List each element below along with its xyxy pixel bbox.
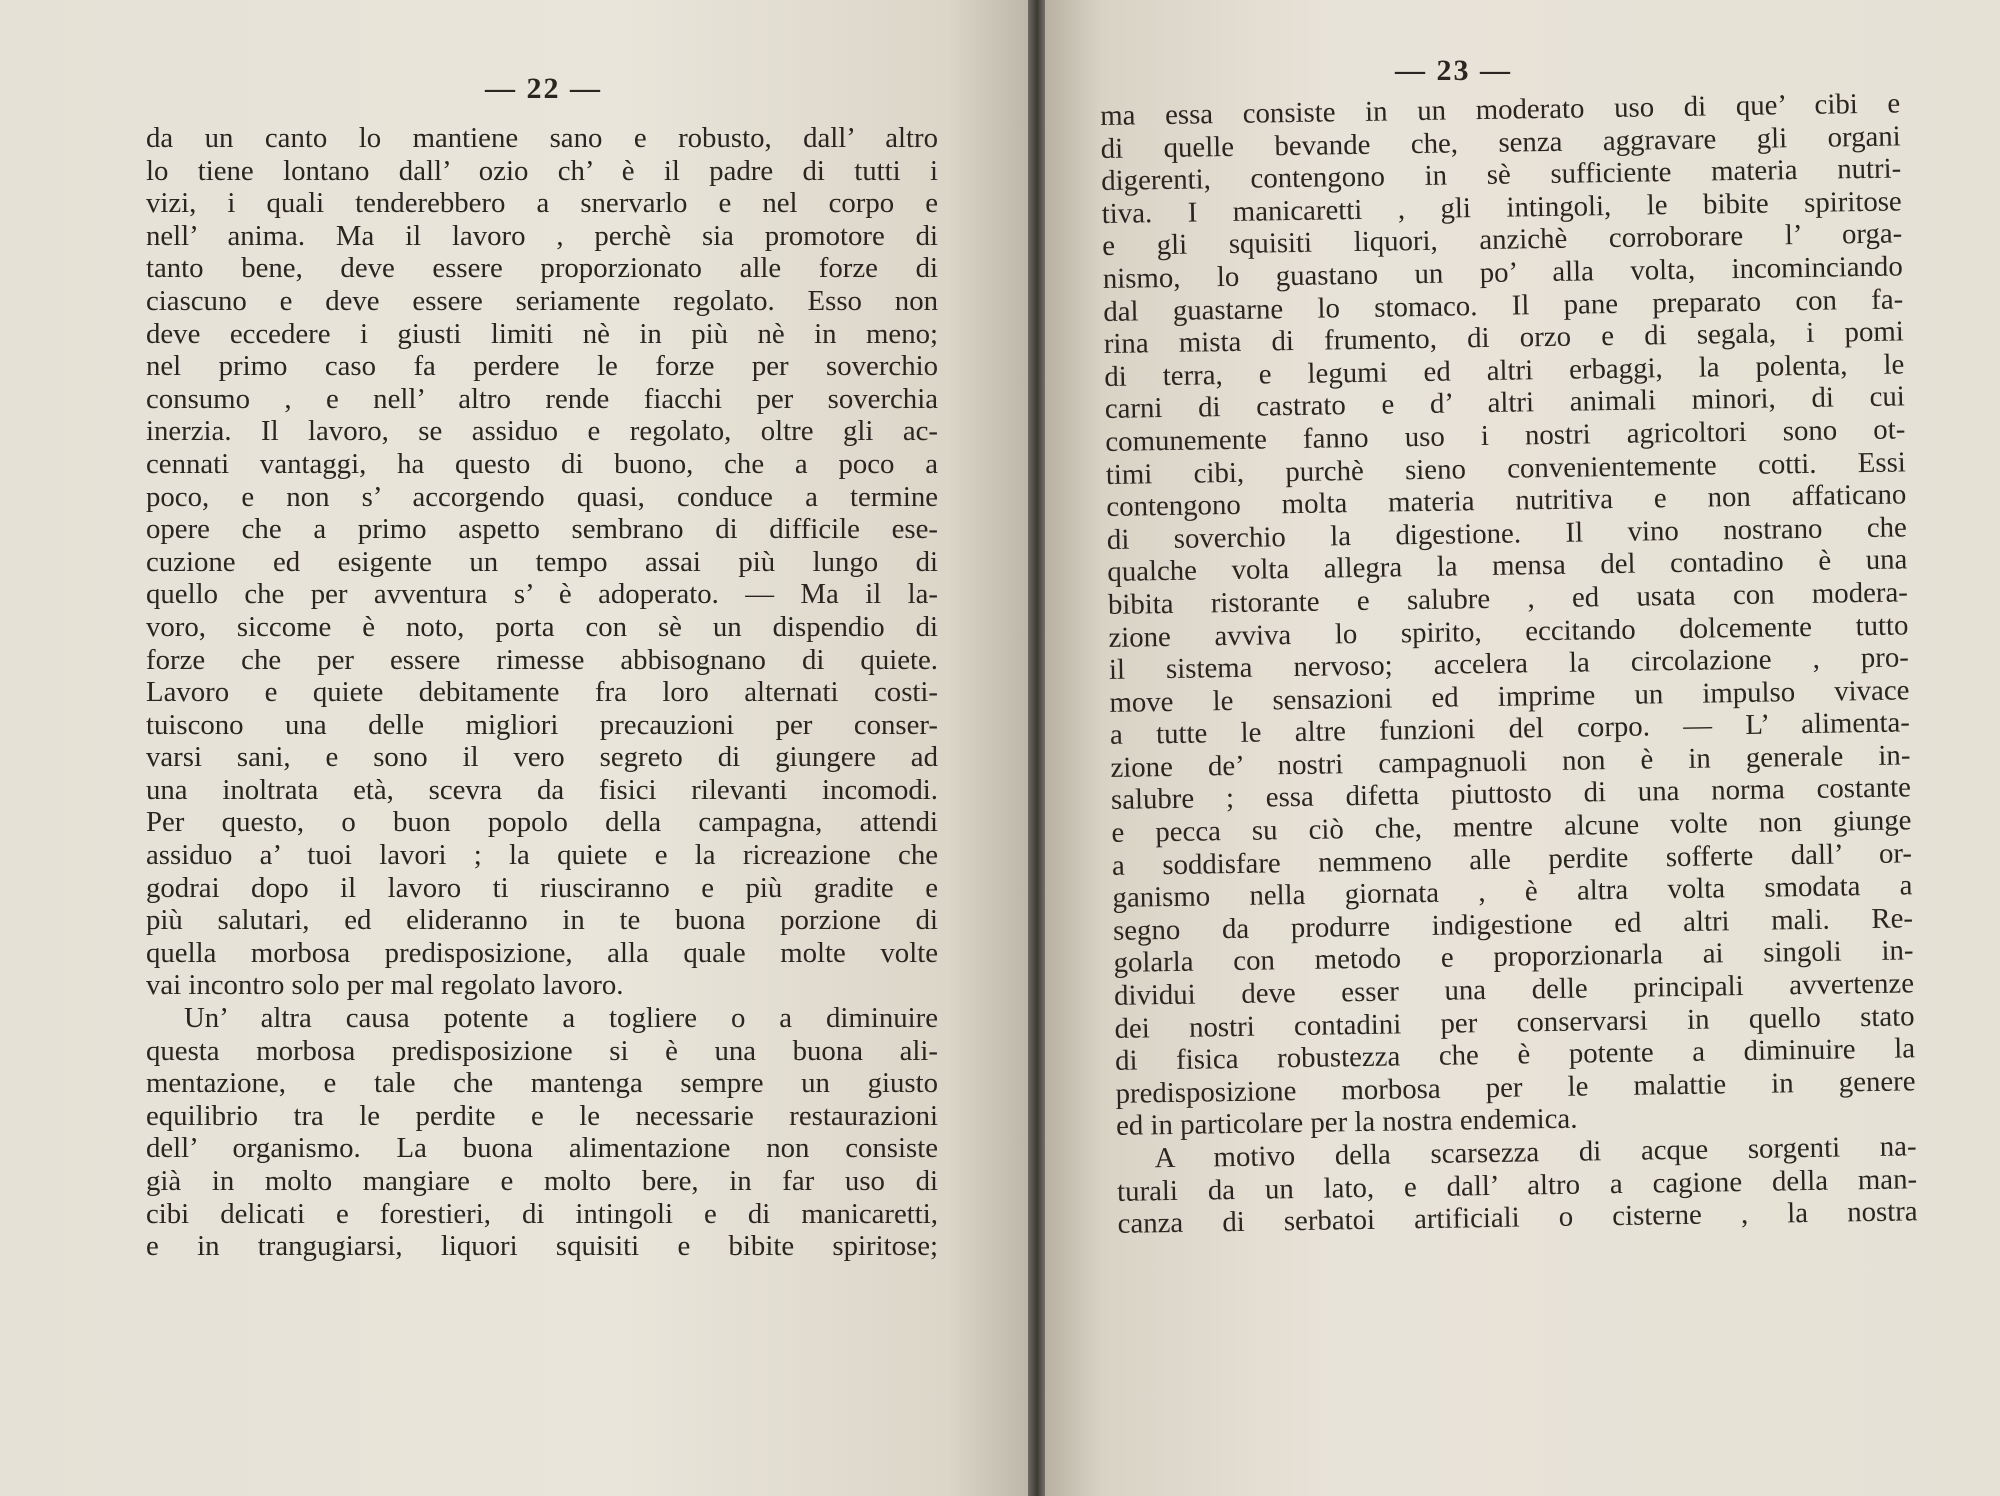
text-line: una inoltrata età, scevra da fisici rilevanti incomodi. [146,773,938,806]
text-line: cibi delicati e forestieri, di intingoli e di manicaretti, [146,1197,938,1230]
text-line: opere che a primo aspetto sembrano di difficile ese- [146,513,938,546]
page-number-right: — 23 — [1395,54,1512,87]
text-line: tuiscono una delle migliori precauzioni per conser- [146,708,938,741]
text-line: bibita ristorante e salubre , ed usata con modera- [1107,576,1909,621]
page-number-left: — 22 — [485,72,602,105]
text-line: a soddisfare nemmeno alle perdite sofferte dall’ or- [1111,836,1913,882]
text-line: zione de’ nostri campagnuoli non è in generale in- [1110,739,1911,784]
text-line: già in molto mangiare e molto bere, in far uso di [146,1165,938,1197]
text-line: e gli squisiti liquori, anzichè corroborare l’ orga- [1102,217,1903,263]
left-page-text [146,122,938,1263]
text-line: turali da un lato, e dall’ altro a cagione della man- [1116,1162,1918,1208]
text-line: canza di serbatoi artificiali o cisterne , la nostra [1117,1195,1918,1241]
text-line: nismo, lo guastano un po’ alla volta, incominciando [1102,250,1903,295]
text-line: dividui deve esser una delle principali avvertenze [1113,967,1915,1012]
text-line: cennati vantaggi, ha questo di buono, che a poco a [146,447,938,480]
text-line: il sistema nervoso; accelera la circolazione , pro- [1108,641,1910,687]
text-line: zione avviva lo spirito, eccitando dolcemente tutto [1108,608,1909,654]
text-line: godrai dopo il lavoro ti riusciranno e più gradite e [146,871,938,904]
text-line: Per questo, o buon popolo della campagna, attendi [146,806,938,839]
text-line: golarla con metodo e proporzionarla ai singoli in- [1113,934,1914,980]
text-line: ed in particolare per la nostra endemica. [1115,1103,1578,1143]
text-line: cuzione ed esigente un tempo assai più lungo di [146,545,938,578]
text-line: dei nostri contadini per conservarsi in quello stato [1114,999,1915,1045]
text-line: move le sensazioni ed imprime un impulso vivace [1109,674,1910,719]
text-line: Un’ altra causa potente a togliere o a diminuire [184,1002,938,1035]
text-line: quella morbosa predisposizione, alla quale molte volte [146,936,938,969]
text-line: questa morbosa predisposizione si è una buona ali- [146,1034,938,1067]
text-line: vai incontro solo per mal regolato lavoro. [146,969,624,1002]
text-line: più salutari, ed elideranno in te buona porzione di [146,904,938,937]
text-line: mentazione, e tale che mantenga sempre un giusto [146,1067,938,1100]
text-line: ganismo nella giornata , è altra volta smodata a [1112,869,1913,915]
text-line: dal guastarne lo stomaco. Il pane preparato con fa- [1103,282,1904,328]
text-line: da un canto lo mantiene sano e robusto, dall’ altro [146,122,938,154]
text-line: lo tiene lontano dall’ ozio ch’ è il padre di tutti i [146,154,938,187]
text-line: consumo , e nell’ altro rende fiacchi per soverchia [146,382,938,415]
text-line: salubre ; essa difetta piuttosto di una norma costante [1110,771,1912,817]
text-line: voro, siccome è noto, porta con sè un dispendio di [146,610,938,643]
right-page [1045,0,2000,1496]
text-line: contengono molta materia nutritiva e non affaticano [1106,478,1907,524]
text-line: e pecca su ciò che, mentre alcune volte non giunge [1111,804,1912,849]
text-line: segno da produrre indigestione ed altri mali. Re- [1112,902,1914,947]
text-line: digerenti, contengono in sè sufficiente materia nutri- [1101,152,1902,198]
text-line: inerzia. Il lavoro, se assiduo e regolato, oltre gli ac- [146,415,938,448]
text-line: comunemente fanno uso i nostri agricoltori sono ot- [1105,413,1906,458]
text-line: deve eccedere i giusti limiti nè in più nè in meno; [146,317,938,350]
text-line: varsi sani, e sono il vero segreto di giungere ad [146,741,938,774]
text-line: nel primo caso fa perdere le forze per soverchio [146,350,938,383]
text-line: qualche volta allegra la mensa del contadino è una [1107,543,1908,589]
text-line: dell’ organismo. La buona alimentazione non consiste [146,1132,938,1165]
text-line: tiva. I manicaretti , gli intingoli, le bibite spiritose [1101,185,1902,230]
text-line: carni di castrato e d’ altri animali minori, di cui [1104,380,1906,426]
text-line: rina mista di frumento, di orzo e di segala, i pomi [1103,315,1904,361]
text-line: nell’ anima. Ma il lavoro , perchè sia promotore di [146,219,938,252]
text-line: di terra, e legumi ed altri erbaggi, la polenta, le [1104,348,1905,393]
text-line: vizi, i quali tenderebbero a snervarlo e nel corpo e [146,187,938,220]
text-line: equilibrio tra le perdite e le necessarie restaurazioni [146,1099,938,1132]
text-line: quello che per avventura s’ è adoperato. — Ma il la- [146,578,938,611]
text-line: ciascuno e deve essere seriamente regolato. Esso non [146,284,938,317]
text-line: Lavoro e quiete debitamente fra loro alternati costi- [146,676,938,709]
text-line: poco, e non s’ accorgendo quasi, conduce a termine [146,480,938,513]
text-line: ma essa consiste in un moderato uso di que’ cibi e [1100,87,1901,132]
text-line: A motivo della scarsezza di acque sorgenti na- [1154,1130,1917,1175]
text-line: predisposizione morbosa per le malattie in genere [1115,1065,1916,1110]
text-line: timi cibi, purchè sieno convenientemente cotti. Essi [1105,445,1907,491]
text-line: assiduo a’ tuoi lavori ; la quiete e la ricreazione che [146,839,938,872]
text-line: tanto bene, deve essere proporzionato alle forze di [146,252,938,285]
text-line: a tutte le altre funzioni del corpo. — L’ alimenta- [1109,706,1911,752]
right-page-text [1100,87,1918,1240]
text-line: e in trangugiarsi, liquori squisiti e bibite spiritose; [146,1230,938,1263]
text-line: forze che per essere rimesse abbisognano di quiete. [146,643,938,676]
text-line: di quelle bevande che, senza aggravare gli organi [1100,120,1901,165]
text-line: di fisica robustezza che è potente a diminuire la [1114,1032,1916,1078]
book-gutter [1028,0,1046,1496]
text-line: di soverchio la digestione. Il vino nostrano che [1106,511,1908,556]
